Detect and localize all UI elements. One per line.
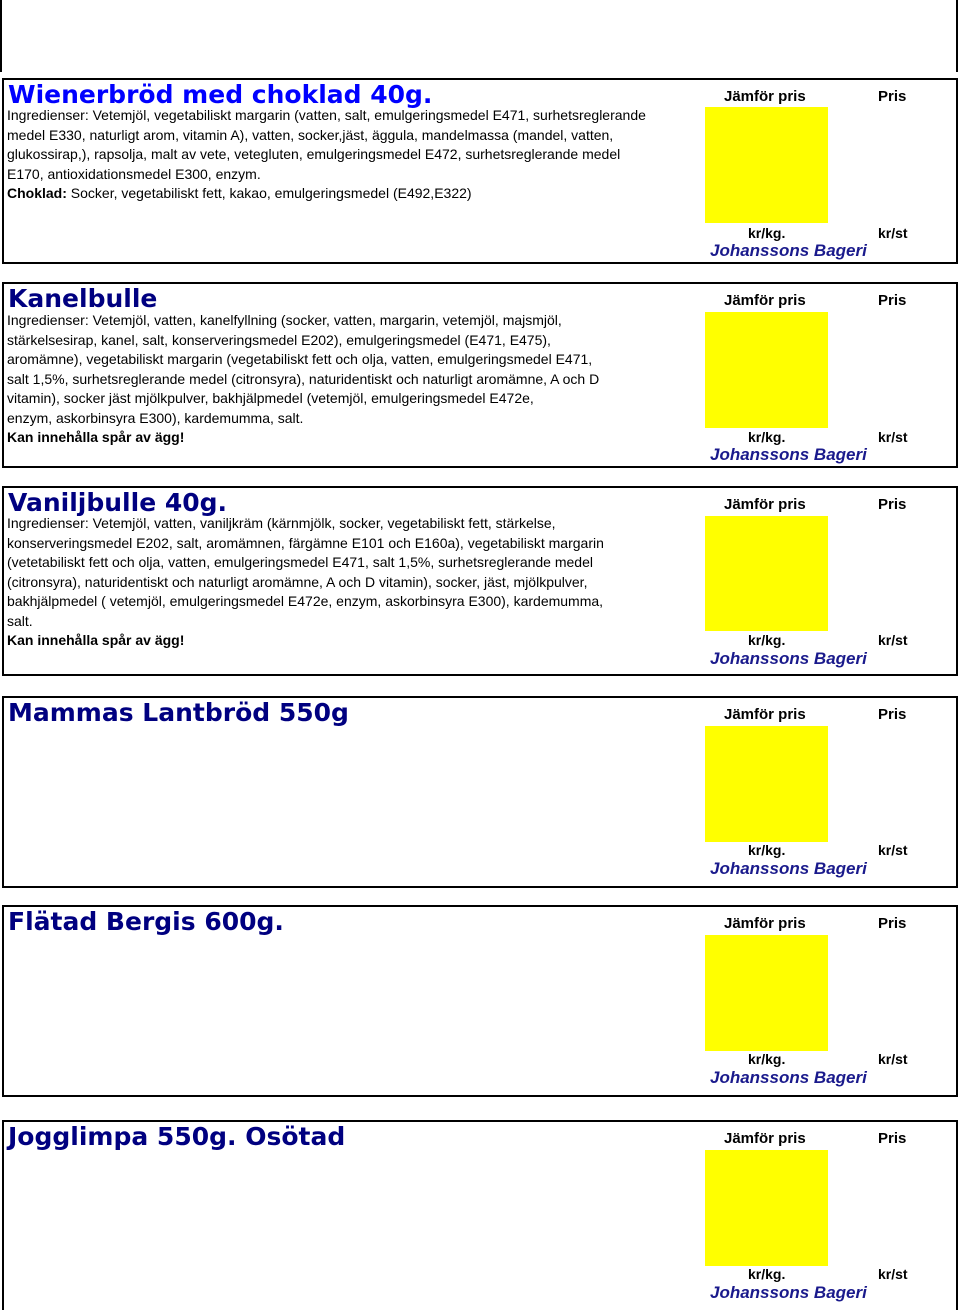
ingredients-text: Ingredienser: Vetemjöl, vatten, kanelfyllning (socker, vatten, margarin, vetemjöl, majsmjöl, stärkelsesirap, kanel, salt, konserveringsmedel E202), emulgeringsmedel (E471, E475), aromämne), vegetabiliskt margarin (vegetabiliskt fett och olja, vatten, emulgeringsmedel E471, salt 1,5%, surhetsreglerande medel (citronsyra), naturidentiskt och naturligt aromämne, A och D vitamin), socker jäst mjölkpulver, bakhjälpmedel (vetemjöl, emulgeringsmedel E472e, enzym, askorbinsyra E300), kardemumma, salt. [7,312,600,426]
unit-per-piece: kr/st [878,1266,908,1282]
bakery-name: Johanssons Bageri [710,859,867,878]
price-box [705,935,828,1051]
product-title: Jogglimpa 550g. Osötad [8,1122,346,1151]
unit-per-kg: kr/kg. [748,632,786,648]
top-empty-frame [0,0,958,72]
unit-per-piece: kr/st [878,1051,908,1067]
product-title: Kanelbulle [8,284,158,313]
product-title: Flätad Bergis 600g. [8,907,284,936]
bakery-name: Johanssons Bageri [710,1068,867,1087]
price-header: Pris [878,292,907,309]
allergy-warning: Kan innehålla spår av ägg! [7,429,185,445]
product-label-jogglimpa [0,1120,960,1310]
compare-price-header: Jämför pris [724,88,806,105]
unit-per-kg: kr/kg. [748,1266,786,1282]
product-title: Vaniljbulle 40g. [8,488,228,517]
price-box [705,312,828,428]
unit-per-kg: kr/kg. [748,429,786,445]
product-label-vaniljbulle [0,486,960,676]
price-header: Pris [878,706,907,723]
unit-per-kg: kr/kg. [748,1051,786,1067]
allergy-warning: Kan innehålla spår av ägg! [7,632,185,648]
unit-per-piece: kr/st [878,225,908,241]
compare-price-header: Jämför pris [724,496,806,513]
product-label-bergis [0,905,960,1097]
unit-per-piece: kr/st [878,632,908,648]
product-title: Mammas Lantbröd 550g [8,698,349,727]
chocolate-label: Choklad: [7,185,67,202]
bakery-name: Johanssons Bageri [710,445,867,464]
chocolate-text: Socker, vegetabiliskt fett, kakao, emulgeringsmedel (E492,E322) [66,185,472,202]
price-box [705,726,828,842]
bakery-name: Johanssons Bageri [710,1283,867,1302]
price-header: Pris [878,915,907,932]
unit-per-kg: kr/kg. [748,842,786,858]
compare-price-header: Jämför pris [724,706,806,723]
unit-per-kg: kr/kg. [748,225,786,241]
product-label-lantbrod [0,696,960,888]
ingredients-text: Ingredienser: Vetemjöl, vatten, vaniljkräm (kärnmjölk, socker, vegetabiliskt fett, stärkelse, konserveringsmedel E202, salt, aromämnen, färgämne E101 och E160a), vegetabiliskt margarin (vetetabiliskt fett och olja, vatten, emulgeringsmedel E471, salt 1,5%, surhetsreglerande medel (citronsyra), naturidentiskt och naturligt aromämne, A och D vitamin), socker, jäst, mjölkpulver, bakhjälpmedel ( vetemjöl, emulgeringsmedel E472e, enzym, askorbinsyra E300), kardemumma, salt. [7,515,604,629]
bakery-name: Johanssons Bageri [710,649,867,668]
ingredients-body: Ingredienser: Vetemjöl, vegetabiliskt margarin (vatten, salt, emulgeringsmedel E471, surhetsreglerande medel E330, naturligt arom, vitamin A), vatten, socker,jäst, äggula, mandelmassa (mandel, vatten, glukossirap,), rapsolja, malt av vete, vetegluten, emulgeringsmedel E472, surhetsreglerande medel E170, antioxidationsmedel E300, enzym. [7,107,646,182]
product-label-wienerbrod [0,78,960,264]
price-box [705,107,828,223]
bakery-name: Johanssons Bageri [710,241,867,260]
compare-price-header: Jämför pris [724,915,806,932]
price-header: Pris [878,88,907,105]
price-header: Pris [878,1130,907,1147]
unit-per-piece: kr/st [878,842,908,858]
price-box [705,1150,828,1266]
product-label-kanelbulle [0,282,960,468]
product-title: Wienerbröd med choklad 40g. [8,80,433,109]
price-box [705,516,828,631]
ingredients-text [7,106,697,204]
price-header: Pris [878,496,907,513]
compare-price-header: Jämför pris [724,292,806,309]
unit-per-piece: kr/st [878,429,908,445]
compare-price-header: Jämför pris [724,1130,806,1147]
